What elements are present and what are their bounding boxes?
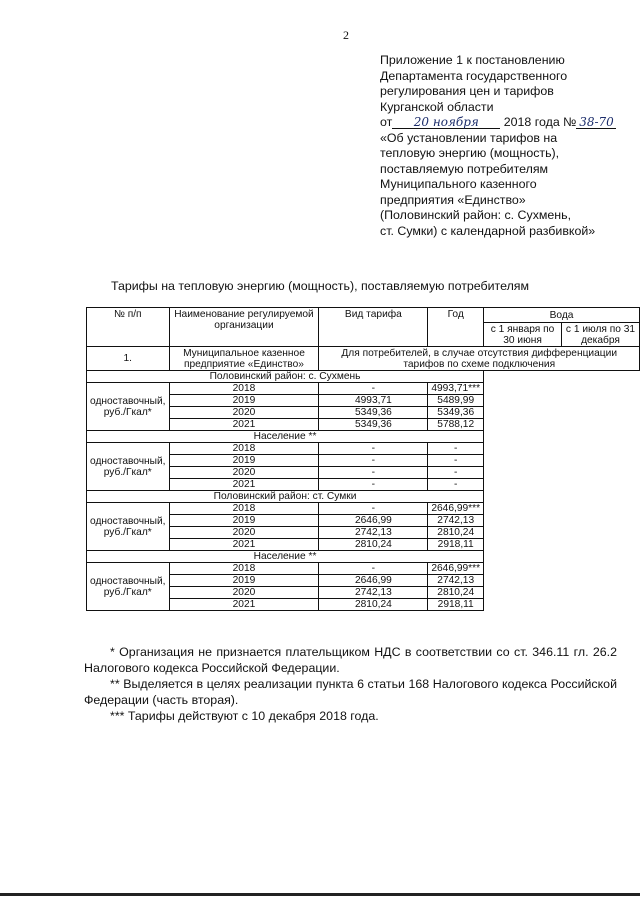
tariffs-table bbox=[86, 307, 640, 611]
table-row bbox=[87, 527, 640, 539]
section-header-row bbox=[87, 491, 640, 503]
year-cell: 2021 bbox=[169, 479, 319, 491]
tariff-type: одноставочный, руб./Гкал* bbox=[87, 383, 170, 431]
appendix-line: Муниципального казенного bbox=[380, 177, 537, 191]
period-1-value: 2646,99 bbox=[319, 575, 428, 587]
appendix-line: тепловую энергию (мощность), bbox=[380, 146, 560, 160]
footnote: * Организация не признается плательщиком НДС в соответствии со ст. 346.11 гл. 26.2 Налогового кодекса Российской Федерации. bbox=[84, 645, 617, 675]
period-2-value: 2742,13 bbox=[428, 575, 484, 587]
section-header-row bbox=[87, 371, 640, 383]
table-row bbox=[87, 455, 640, 467]
footnote: *** Тарифы действуют с 10 декабря 2018 года. bbox=[110, 709, 379, 723]
consumers-intro: Для потребителей, в случае отсутствия дифференциации тарифов по схеме подключения bbox=[319, 347, 640, 371]
period-1-value: - bbox=[319, 563, 428, 575]
table-row bbox=[87, 383, 640, 395]
year-cell: 2018 bbox=[169, 503, 319, 515]
footnotes bbox=[84, 644, 617, 724]
period-2-value: - bbox=[428, 479, 484, 491]
table-row bbox=[87, 407, 640, 419]
handwritten-number: 38-70 bbox=[576, 116, 616, 129]
appendix-line: (Половинский район: с. Сухмень, bbox=[380, 208, 572, 222]
period-1-value: 4993,71 bbox=[319, 395, 428, 407]
period-2-value: - bbox=[428, 467, 484, 479]
header-period-1: с 1 января по 30 июня bbox=[484, 323, 562, 347]
period-2-value: 5489,99 bbox=[428, 395, 484, 407]
table-row bbox=[87, 443, 640, 455]
tariff-type: одноставочный, руб./Гкал* bbox=[87, 503, 170, 551]
year-cell: 2021 bbox=[169, 419, 319, 431]
year-cell: 2019 bbox=[169, 515, 319, 527]
organization-name: Муниципальное казенное предприятие «Единство» bbox=[169, 347, 319, 371]
header-period-2: с 1 июля по 31 декабря bbox=[562, 323, 640, 347]
table-row bbox=[87, 503, 640, 515]
handwritten-date: 20 ноября bbox=[392, 116, 500, 129]
appendix-line: Департамента государственного bbox=[380, 68, 568, 83]
section-title: Население ** bbox=[87, 431, 484, 443]
table-row bbox=[87, 467, 640, 479]
year-cell: 2020 bbox=[169, 467, 319, 479]
appendix-date-line bbox=[380, 115, 630, 131]
appendix-line: поставляемую потребителям bbox=[380, 161, 549, 176]
footnote: ** Выделяется в целях реализации пункта 6 статьи 168 Налогового кодекса Российской Федерации (часть вторая). bbox=[84, 677, 617, 707]
period-2-value: 2810,24 bbox=[428, 527, 484, 539]
table-row bbox=[87, 419, 640, 431]
header-water: Вода bbox=[484, 308, 640, 323]
header-tariff-type: Вид тарифа bbox=[319, 308, 428, 347]
section-title: Население ** bbox=[87, 551, 484, 563]
year-cell: 2018 bbox=[169, 443, 319, 455]
period-2-value: 4993,71*** bbox=[428, 383, 484, 395]
table-row bbox=[87, 563, 640, 575]
period-1-value: - bbox=[319, 479, 428, 491]
period-2-value: - bbox=[428, 443, 484, 455]
section-header-row bbox=[87, 551, 640, 563]
table-row bbox=[87, 515, 640, 527]
table-title: Тарифы на тепловую энергию (мощность), поставляемую потребителям bbox=[110, 279, 530, 293]
period-1-value: 2646,99 bbox=[319, 515, 428, 527]
year-cell: 2020 bbox=[169, 587, 319, 599]
period-2-value: 2646,99*** bbox=[428, 563, 484, 575]
header-organization: Наименование регулируемой организации bbox=[169, 308, 319, 347]
bottom-scan-edge bbox=[0, 893, 640, 896]
year-cell: 2019 bbox=[169, 455, 319, 467]
appendix-line: «Об установлении тарифов на bbox=[380, 130, 558, 145]
appendix-line: ст. Сумки) с календарной разбивкой» bbox=[380, 223, 596, 238]
period-1-value: 2742,13 bbox=[319, 527, 428, 539]
year-cell: 2018 bbox=[169, 563, 319, 575]
period-1-value: - bbox=[319, 383, 428, 395]
period-1-value: 5349,36 bbox=[319, 419, 428, 431]
year-cell: 2018 bbox=[169, 383, 319, 395]
year-cell: 2019 bbox=[169, 395, 319, 407]
section-title: Половинский район: ст. Сумки bbox=[87, 491, 484, 503]
appendix-line: предприятия «Единство» bbox=[380, 192, 526, 207]
page-number: 2 bbox=[343, 28, 349, 42]
date-middle: 2018 года № bbox=[503, 115, 577, 129]
tariff-type: одноставочный, руб./Гкал* bbox=[87, 443, 170, 491]
table-row bbox=[87, 575, 640, 587]
table-row bbox=[87, 599, 640, 611]
sections-body bbox=[87, 371, 640, 611]
period-1-value: - bbox=[319, 443, 428, 455]
period-1-value: 2742,13 bbox=[319, 587, 428, 599]
period-2-value: 2810,24 bbox=[428, 587, 484, 599]
period-2-value: 2742,13 bbox=[428, 515, 484, 527]
period-1-value: - bbox=[319, 503, 428, 515]
period-2-value: - bbox=[428, 455, 484, 467]
table-row bbox=[87, 395, 640, 407]
section-title: Половинский район: с. Сухмень bbox=[87, 371, 484, 383]
period-2-value: 2918,11 bbox=[428, 539, 484, 551]
period-1-value: - bbox=[319, 467, 428, 479]
section-header-row bbox=[87, 431, 640, 443]
header-num: № п/п bbox=[87, 308, 170, 347]
appendix-line: Курганской области bbox=[380, 99, 494, 114]
tariff-type: одноставочный, руб./Гкал* bbox=[87, 563, 170, 611]
year-cell: 2020 bbox=[169, 407, 319, 419]
row-number: 1. bbox=[87, 347, 170, 371]
period-1-value: 2810,24 bbox=[319, 599, 428, 611]
year-cell: 2020 bbox=[169, 527, 319, 539]
header-year: Год bbox=[428, 308, 484, 347]
year-cell: 2019 bbox=[169, 575, 319, 587]
period-2-value: 5788,12 bbox=[428, 419, 484, 431]
table-row bbox=[87, 539, 640, 551]
period-1-value: - bbox=[319, 455, 428, 467]
table-row bbox=[87, 587, 640, 599]
period-2-value: 5349,36 bbox=[428, 407, 484, 419]
table-row bbox=[87, 479, 640, 491]
appendix-line: Приложение 1 к постановлению bbox=[380, 53, 565, 67]
appendix-header bbox=[380, 53, 630, 239]
year-cell: 2021 bbox=[169, 599, 319, 611]
year-cell: 2021 bbox=[169, 539, 319, 551]
period-1-value: 2810,24 bbox=[319, 539, 428, 551]
period-1-value: 5349,36 bbox=[319, 407, 428, 419]
date-prefix: от bbox=[380, 115, 393, 129]
period-2-value: 2646,99*** bbox=[428, 503, 484, 515]
period-2-value: 2918,11 bbox=[428, 599, 484, 611]
appendix-line: регулирования цен и тарифов bbox=[380, 84, 554, 98]
